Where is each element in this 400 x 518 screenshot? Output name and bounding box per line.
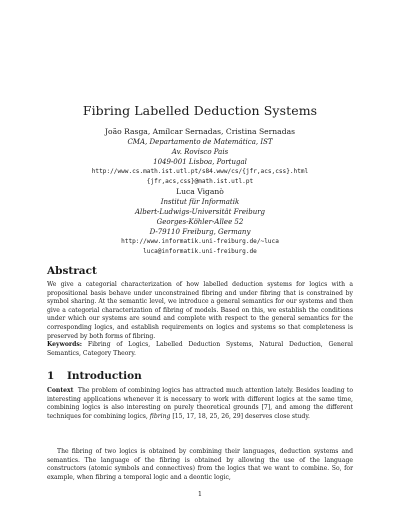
affiliation-line: Albert-Ludwigs-Universität Freiburg (134, 208, 266, 216)
author-name: Luca Viganò (176, 187, 224, 196)
affiliation-line: D-79110 Freiburg, Germany (149, 228, 251, 236)
affiliation-line: 1049-001 Lisboa, Portugal (153, 158, 247, 166)
section-heading (47, 370, 142, 382)
affiliation-line: Av. Rovisco Pais (171, 148, 229, 156)
author-email[interactable]: luca@informatik.uni-freiburg.de (143, 248, 257, 255)
author-url[interactable]: http://www.informatik.uni-freiburg.de/~luca (121, 238, 279, 245)
fibring-term: fibring (149, 412, 171, 420)
author-block-2 (0, 187, 400, 257)
intro-paragraph-1 (47, 387, 353, 421)
author-block-1 (0, 127, 400, 187)
keywords-label: Keywords: (47, 341, 83, 348)
affiliation-line: Institut für Informatik (160, 198, 240, 206)
authors-line: João Rasga, Amílcar Sernadas, Cristina Sernadas (105, 127, 295, 136)
affiliation-line: Georges-Köhler-Allee 52 (156, 218, 244, 226)
context-label: Context (47, 387, 74, 394)
keywords-text: Fibring of Logics, Labelled Deduction Systems, Natural Deduction, General Semantics, Category Theory. (47, 341, 353, 357)
intro-paragraph-2: The fibring of two logics is obtained by combining their languages, deduction systems and semantics. The language of the fibring is obtained by allowing the use of the language constructors (atomic symbols and connectives) from the logics that we want to combine. So, for example, when fibring a temporal logic and a deontic logic, (47, 448, 353, 481)
paper-title: Fibring Labelled Deduction Systems (82, 103, 318, 118)
abstract-heading: Abstract (47, 265, 97, 277)
affiliation-line: CMA, Departamento de Matemática, IST (127, 138, 273, 146)
author-url[interactable]: http://www.cs.math.ist.utl.pt/s84.www/cs/{jfr,acs,css}.html (91, 168, 309, 175)
intro-text: The problem of combining logics has attracted much attention lately. Besides leading to interesting applications whenever it is necessary to work with different logics at the same time, combining logics is also interesting on purely theoretical grounds [7], and among the different techniques for combining logics, (47, 387, 353, 420)
section-title: Introduction (67, 370, 142, 382)
intro-text-end: [15, 17, 18, 25, 26, 29] deserves close study. (172, 412, 310, 420)
abstract-text: We give a categorial characterization of how labelled deduction systems for logics with a propositional basis behave under unconstrained fibring and under fibring that is constrained by symbol sharing. At the semantic level, we introduce a general semantics for our systems and then give a categorial characterization of fibring of models. Based on this, we establish the conditions under which our systems are sound and complete with respect to the general semantics for the corresponding logics, and establish requirements on logics and systems so that completeness is preserved by both forms of fibring. (47, 281, 353, 340)
section-number: 1 (47, 370, 55, 382)
page-number: 1 (197, 490, 203, 498)
keywords-paragraph (47, 341, 353, 358)
author-email[interactable]: {jfr,acs,css}@math.ist.utl.pt (146, 178, 254, 185)
